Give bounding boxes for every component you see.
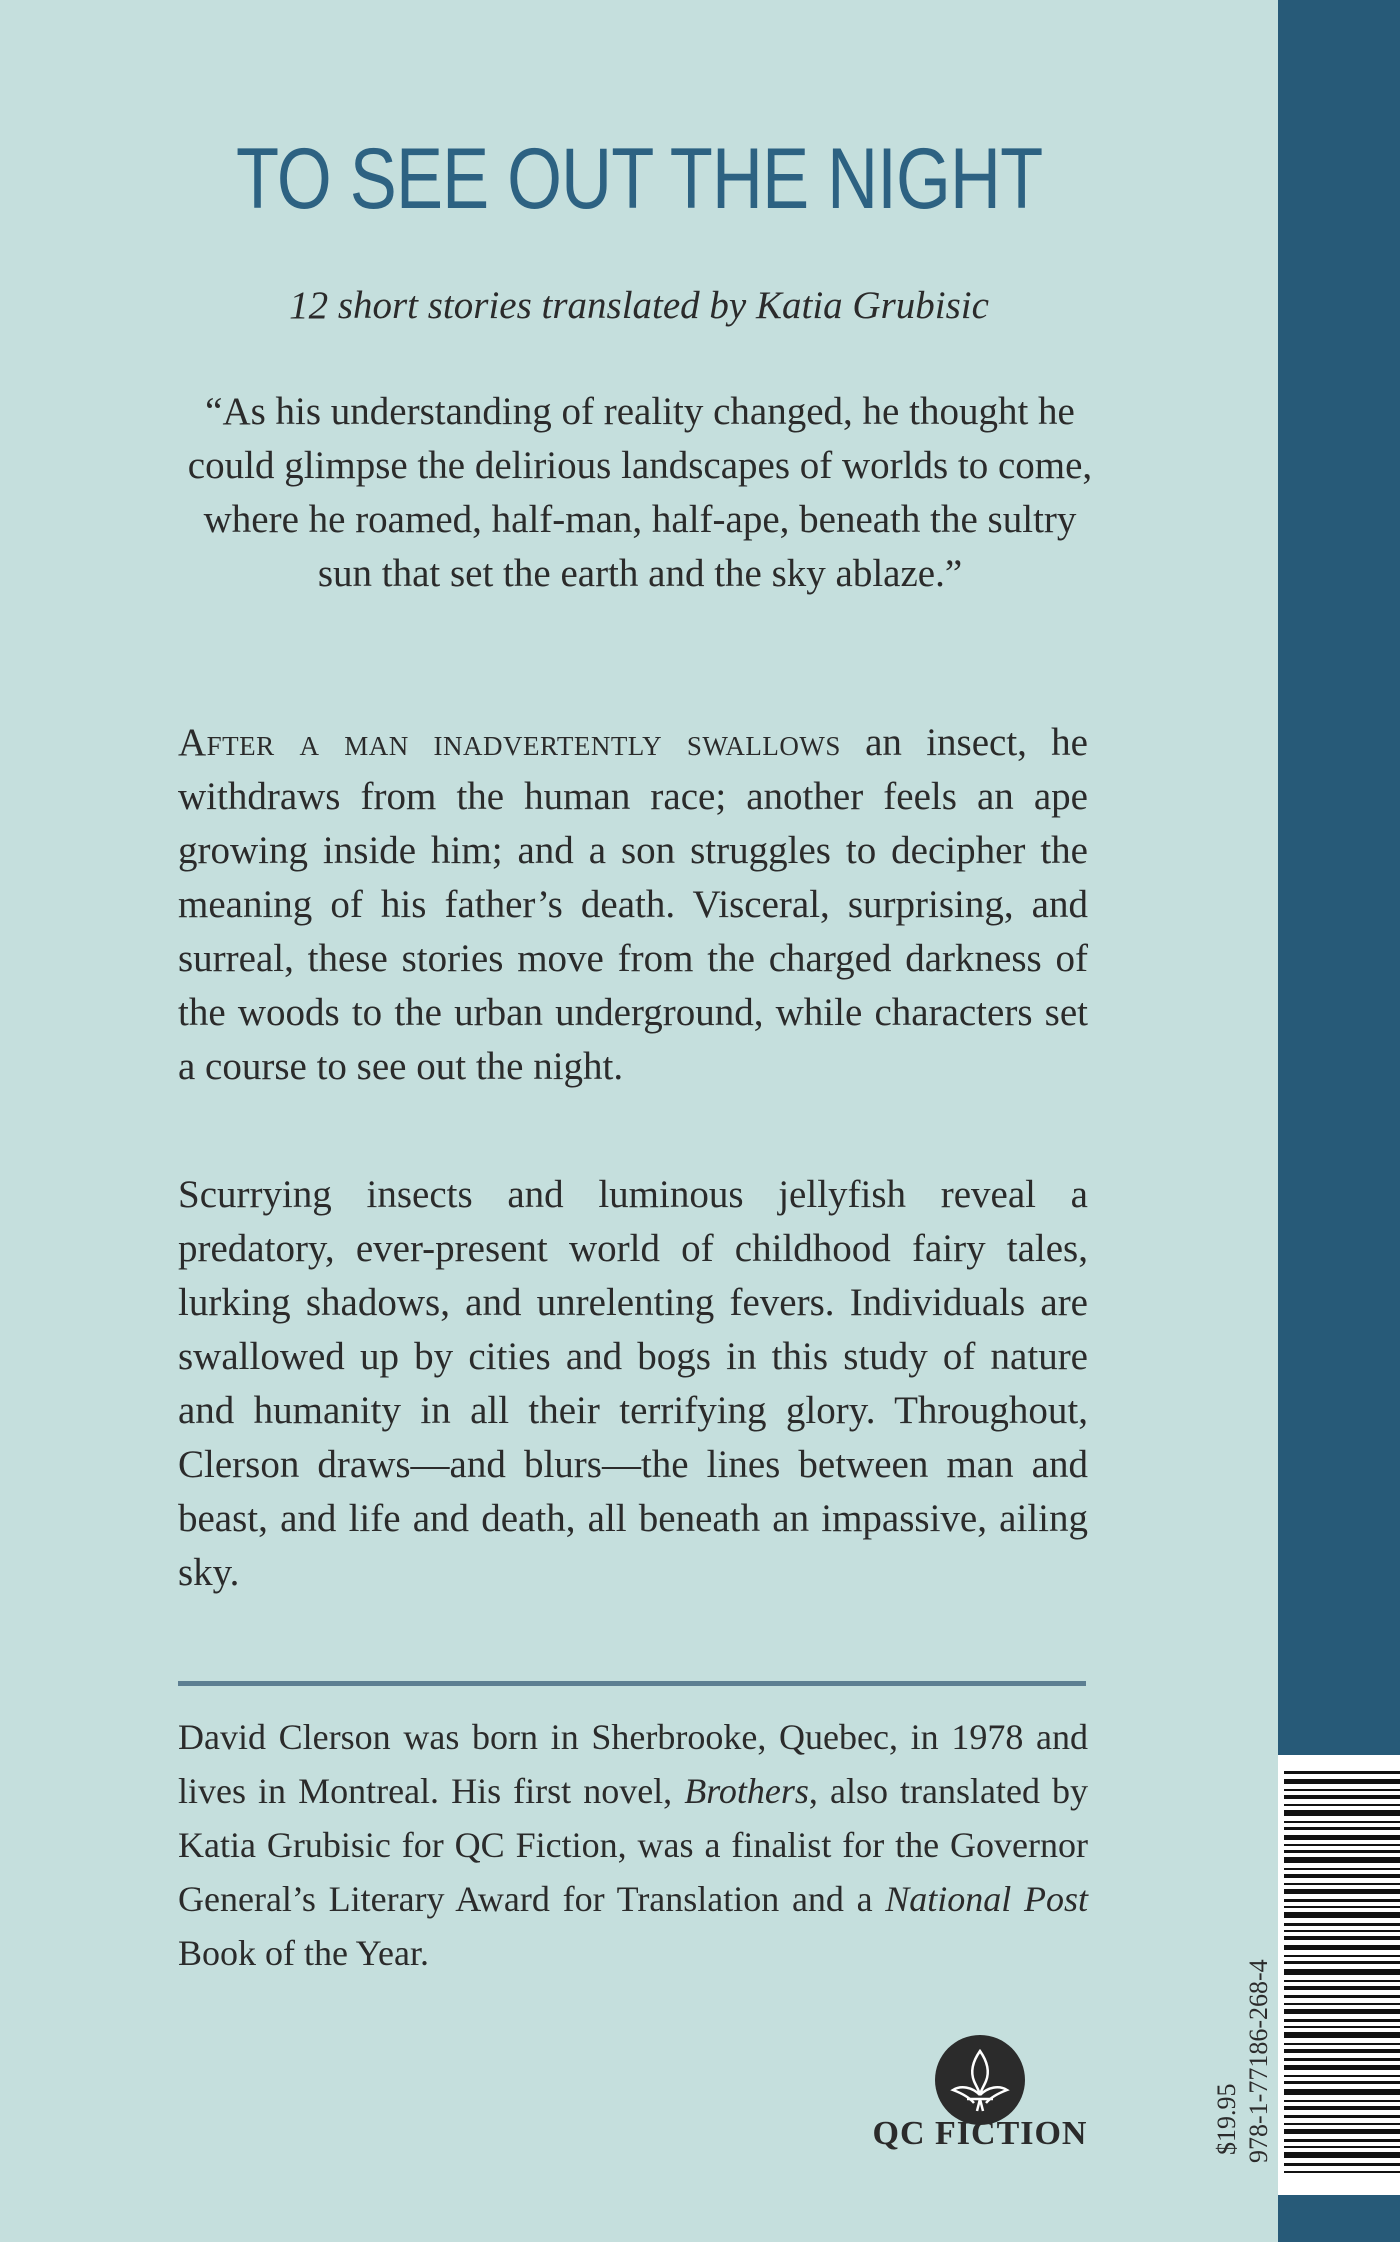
subtitle: 12 short stories translated by Katia Grubisic <box>289 284 989 327</box>
bio-newspaper-title: National Post <box>885 1879 1088 1919</box>
bio-text-2: , also translated by Katia Grubisic for QC Fiction, was a finalist for the Governor General’s Literary Award for Translation and a <box>178 1771 1089 1919</box>
price-label: $19.95 <box>1212 2083 1241 2155</box>
bio-text-3: Book of the Year. <box>178 1933 429 1973</box>
bio-book-title: Brothers <box>684 1771 809 1811</box>
author-bio <box>178 1710 1088 1980</box>
fleur-de-lis-icon <box>935 2035 1025 2125</box>
paragraph-lead-in: After a man inadvertently swallows <box>178 721 841 764</box>
description-paragraph-2: Scurrying insects and luminous jellyfish reveal a predatory, ever-present world of childhood fairy tales, lurking shadows, and unrelenting fevers. Individuals are swallowed up by cities and bogs in this study of nature and humanity in all their terrifying glory. Throughout, Clerson draws—and blurs—the lines between man and beast, and life and death, all beneath an impassive, ailing sky. <box>178 1173 1088 1594</box>
pull-quote: “As his understanding of reality changed, he thought he could glimpse the delirious landscapes of worlds to come, where he roamed, half-man, half-ape, beneath the sultry sun that set the earth and the sky ablaze.” <box>187 390 1093 595</box>
publisher-name: QC FICTION <box>872 2115 1088 2152</box>
section-divider <box>178 1681 1086 1686</box>
bio-text-1: David Clerson was born in Sherbrooke, Quebec, in 1978 and lives in Montreal. His first novel, <box>178 1717 1088 1811</box>
isbn-label: 978-1-77186-268-4 <box>1244 1959 1273 2163</box>
description-paragraph-1 <box>178 716 1088 1094</box>
book-title: TO SEE OUT THE NIGHT <box>235 131 1043 227</box>
barcode-icon <box>1278 1755 1400 2195</box>
paragraph-1-text: an insect, he withdraws from the human race; another feels an ape growing inside him; and a son struggles to decipher the meaning of his father’s death. Visceral, surprising, and surreal, these stories move from the charged darkness of the woods to the urban underground, while characters set a course to see out the night. <box>178 721 1088 1088</box>
